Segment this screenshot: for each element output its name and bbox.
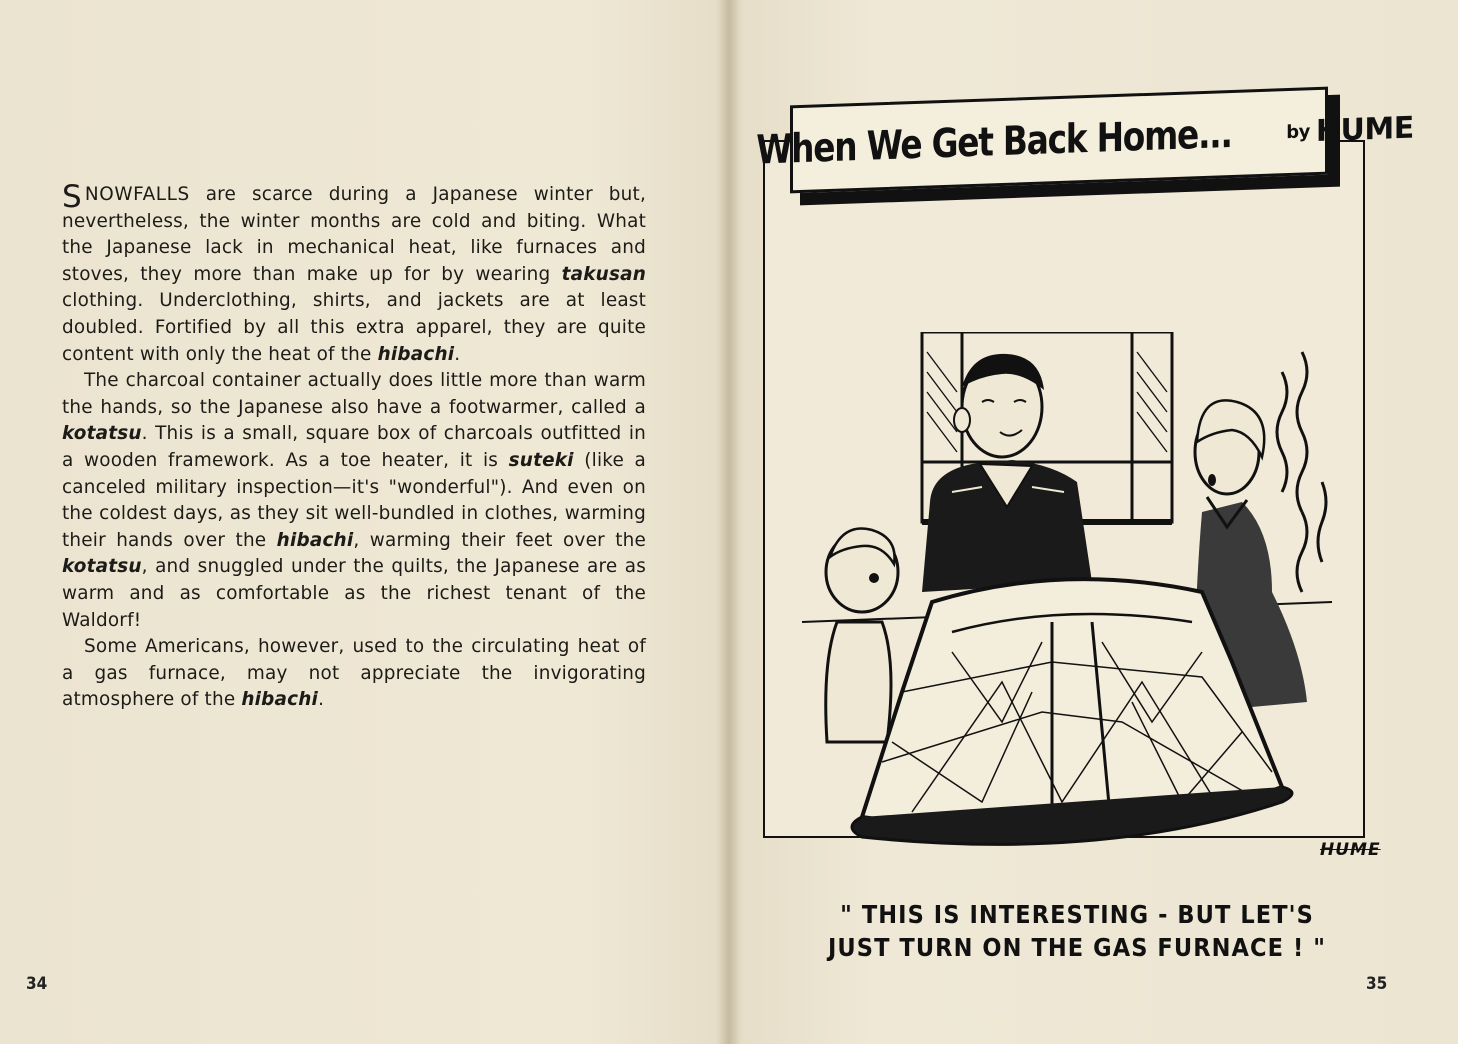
italic-term: hibachi <box>276 529 354 551</box>
text-segment: clothing. Underclothing, shirts, and jackets are at least doubled. Fortified by all this extra apparel, they are quite content with only the heat of the <box>62 290 646 365</box>
boy-figure <box>826 529 898 742</box>
text-segment: Some Americans, however, used to the circulating heat of a gas furnace, may not appreciate the invigorating atmosphere of the <box>62 636 646 711</box>
paragraph-3 <box>62 634 646 714</box>
lead-caps: NOWFALLS <box>84 184 190 205</box>
cartoon-title-box <box>756 96 1414 204</box>
cartoon-panel <box>763 140 1381 962</box>
text-segment: . This is a small, square box of charcoals outfitted in a wooden framework. As a toe heater, it is <box>62 423 646 471</box>
left-page <box>0 0 728 1044</box>
sailor-figure <box>922 354 1092 592</box>
drop-cap: S <box>62 179 82 215</box>
text-segment: (like a canceled military inspection—it's "wonderful"). And even on the coldest days, as they sit well-bundled in clothes, warming their hands over the <box>62 449 646 551</box>
italic-term: suteki <box>508 449 574 471</box>
paragraph-1 <box>62 179 646 368</box>
italic-term: kotatsu <box>62 556 142 578</box>
title-author: HUME <box>1315 110 1414 149</box>
italic-term: takusan <box>561 263 646 285</box>
cartoon-illustration <box>802 332 1332 852</box>
italic-term: kotatsu <box>62 423 142 445</box>
paragraph-2 <box>62 368 646 634</box>
cartoon-title <box>756 87 1414 194</box>
title-by: by <box>1286 120 1310 143</box>
text-segment: , warming their feet over the <box>353 529 646 551</box>
text-segment: . <box>318 689 325 711</box>
text-segment: , and snuggled under the quilts, the Japanese are as warm and as comfortable as the richest tenant of the Waldorf! <box>62 556 646 631</box>
cartoon-caption: " THIS IS INTERESTING - BUT LET'S JUST TURN ON THE GAS FURNACE ! " <box>827 900 1327 962</box>
text-segment: are scarce during a Japanese winter but, nevertheless, the winter months are cold and biting. What the Japanese lack in mechanical heat, like furnaces and stoves, they more than make up for by wearing <box>62 184 646 285</box>
italic-term: hibachi <box>241 689 319 711</box>
text-segment: . <box>454 343 461 365</box>
right-page <box>728 0 1458 1044</box>
artist-signature: HUME <box>1320 840 1381 860</box>
body-text <box>62 179 646 714</box>
italic-term: hibachi <box>377 343 455 365</box>
text-segment: The charcoal container actually does little more than warm the hands, so the Japanese also have a footwarmer, called a <box>62 370 646 418</box>
title-text: When We Get Back Home... <box>756 110 1233 174</box>
page-number-left: 34 <box>26 974 48 994</box>
page-number-right: 35 <box>1366 974 1388 994</box>
